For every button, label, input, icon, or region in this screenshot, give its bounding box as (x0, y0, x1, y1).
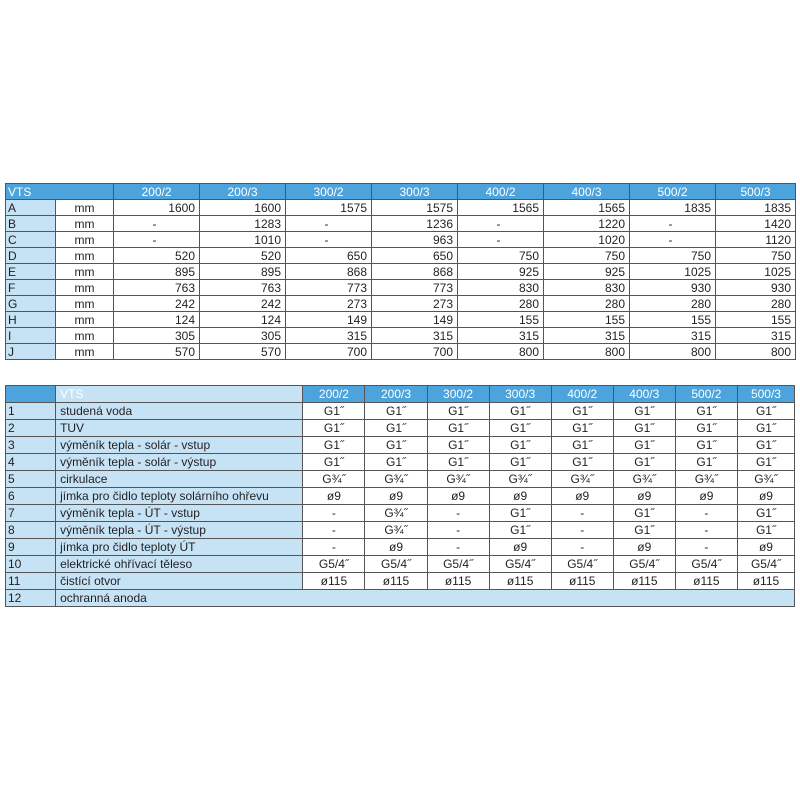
row-label: H (6, 312, 56, 328)
dimensions-table (5, 183, 796, 360)
table-cell: G1˝ (551, 454, 613, 471)
table-cell: 1600 (114, 200, 200, 216)
table-cell: 700 (286, 344, 372, 360)
table-cell: 305 (114, 328, 200, 344)
table-cell: - (286, 232, 372, 248)
table-cell: 650 (286, 248, 372, 264)
table-cell: 1565 (544, 200, 630, 216)
row-unit: mm (56, 200, 114, 216)
table-cell: 280 (630, 296, 716, 312)
table-cell: 800 (544, 344, 630, 360)
column-header: 400/3 (544, 184, 630, 200)
row-number: 11 (6, 573, 56, 590)
table-cell: G5/4˝ (303, 556, 365, 573)
table-cell: 773 (286, 280, 372, 296)
column-header: 300/2 (427, 386, 489, 403)
row-label: A (6, 200, 56, 216)
row-name: elektrické ohřívací těleso (56, 556, 303, 573)
table-cell: - (551, 539, 613, 556)
table-cell: 830 (544, 280, 630, 296)
table-cell: ø115 (365, 573, 427, 590)
table-cell: G1˝ (675, 420, 737, 437)
table-cell: 280 (458, 296, 544, 312)
table-row (6, 248, 796, 264)
table-cell: 273 (286, 296, 372, 312)
table-cell: G1˝ (427, 420, 489, 437)
table-cell: - (427, 539, 489, 556)
table-cell: G1˝ (737, 454, 794, 471)
table-cell: 763 (200, 280, 286, 296)
table-cell: G¾˝ (427, 471, 489, 488)
table-row (6, 264, 796, 280)
table-cell: 930 (630, 280, 716, 296)
row-label: C (6, 232, 56, 248)
table-cell: G5/4˝ (737, 556, 794, 573)
row-name: jímka pro čidlo teploty ÚT (56, 539, 303, 556)
column-header: 300/2 (286, 184, 372, 200)
table-cell: 868 (372, 264, 458, 280)
table-cell: G1˝ (489, 437, 551, 454)
table-cell: - (286, 216, 372, 232)
connections-header-number (6, 386, 56, 403)
table-cell: - (427, 505, 489, 522)
column-header: 200/2 (303, 386, 365, 403)
row-number: 6 (6, 488, 56, 505)
table-cell: ø115 (489, 573, 551, 590)
row-number: 5 (6, 471, 56, 488)
table-cell: 800 (458, 344, 544, 360)
table-cell: G1˝ (427, 454, 489, 471)
table-cell: 1600 (200, 200, 286, 216)
table-cell: G1˝ (489, 420, 551, 437)
table-cell: 963 (372, 232, 458, 248)
connections-table (5, 385, 795, 607)
row-number: 3 (6, 437, 56, 454)
table-cell: G1˝ (489, 522, 551, 539)
column-header: 400/2 (458, 184, 544, 200)
table-cell: 315 (716, 328, 796, 344)
table-row (6, 590, 795, 607)
table-cell: 925 (458, 264, 544, 280)
dimensions-table-body (6, 184, 796, 360)
table-cell: G1˝ (303, 437, 365, 454)
table-cell: G5/4˝ (365, 556, 427, 573)
table-row (6, 437, 795, 454)
row-number: 4 (6, 454, 56, 471)
table-cell: G1˝ (365, 403, 427, 420)
table-row (6, 556, 795, 573)
table-cell: - (303, 505, 365, 522)
table-cell: 895 (200, 264, 286, 280)
table-cell: - (458, 232, 544, 248)
table-cell: - (630, 232, 716, 248)
column-header: 200/3 (365, 386, 427, 403)
table-cell: ø9 (551, 488, 613, 505)
row-name: výměník tepla - ÚT - výstup (56, 522, 303, 539)
row-name: cirkulace (56, 471, 303, 488)
row-name: výměník tepla - ÚT - vstup (56, 505, 303, 522)
table-cell: 124 (200, 312, 286, 328)
table-cell: G¾˝ (365, 505, 427, 522)
table-cell: 315 (372, 328, 458, 344)
table-cell: 1575 (286, 200, 372, 216)
table-cell: G1˝ (427, 437, 489, 454)
row-label: G (6, 296, 56, 312)
row-label: B (6, 216, 56, 232)
table-cell: ø115 (737, 573, 794, 590)
table-cell: G1˝ (365, 454, 427, 471)
column-header: 400/3 (613, 386, 675, 403)
table-cell: G1˝ (303, 403, 365, 420)
table-cell: ø9 (737, 539, 794, 556)
table-row (6, 403, 795, 420)
table-cell: G1˝ (737, 437, 794, 454)
table-cell: 868 (286, 264, 372, 280)
row-unit: mm (56, 296, 114, 312)
table-cell: - (551, 522, 613, 539)
table-cell: 1010 (200, 232, 286, 248)
row-name: výměník tepla - solár - vstup (56, 437, 303, 454)
table-cell: ø9 (675, 488, 737, 505)
table-cell: 895 (114, 264, 200, 280)
table-row (6, 312, 796, 328)
column-header: 300/3 (489, 386, 551, 403)
table-cell: ø115 (551, 573, 613, 590)
table-cell: 155 (458, 312, 544, 328)
column-header: 500/3 (716, 184, 796, 200)
table-row (6, 200, 796, 216)
row-unit: mm (56, 232, 114, 248)
table-cell: 149 (372, 312, 458, 328)
table-cell: 305 (200, 328, 286, 344)
table-cell: G1˝ (675, 437, 737, 454)
row-unit: mm (56, 312, 114, 328)
table-cell: - (675, 505, 737, 522)
table-cell: G¾˝ (675, 471, 737, 488)
row-label: E (6, 264, 56, 280)
table-cell: G1˝ (551, 403, 613, 420)
table-cell: G5/4˝ (427, 556, 489, 573)
table-row (6, 488, 795, 505)
table-cell: 773 (372, 280, 458, 296)
table-cell: G1˝ (613, 505, 675, 522)
table-cell: G1˝ (737, 522, 794, 539)
table-cell: 1575 (372, 200, 458, 216)
table-row (6, 344, 796, 360)
table-cell: ø115 (427, 573, 489, 590)
row-number: 10 (6, 556, 56, 573)
connections-table-body (6, 386, 795, 607)
table-cell: 570 (114, 344, 200, 360)
table-cell: 280 (716, 296, 796, 312)
table-cell: 1835 (630, 200, 716, 216)
table-cell: ø9 (613, 488, 675, 505)
table-cell: 1220 (544, 216, 630, 232)
table-cell: 1283 (200, 216, 286, 232)
table-cell: G¾˝ (303, 471, 365, 488)
row-name: ochranná anoda (56, 590, 795, 607)
table-cell: 800 (716, 344, 796, 360)
row-name: čistící otvor (56, 573, 303, 590)
table-cell: G1˝ (737, 505, 794, 522)
row-label: F (6, 280, 56, 296)
row-number: 12 (6, 590, 56, 607)
table-cell: G¾˝ (613, 471, 675, 488)
connections-header-label: VTS (56, 386, 303, 403)
table-row (6, 328, 796, 344)
table-cell: G¾˝ (551, 471, 613, 488)
table-cell: 750 (544, 248, 630, 264)
table-cell: G1˝ (489, 505, 551, 522)
table-cell: ø9 (613, 539, 675, 556)
table-cell: G¾˝ (365, 471, 427, 488)
table-cell: G1˝ (551, 420, 613, 437)
table-cell: ø9 (737, 488, 794, 505)
table-cell: 925 (544, 264, 630, 280)
table-cell: 750 (716, 248, 796, 264)
row-number: 9 (6, 539, 56, 556)
table-cell: 155 (630, 312, 716, 328)
table-cell: 155 (716, 312, 796, 328)
row-unit: mm (56, 264, 114, 280)
column-header: 500/2 (630, 184, 716, 200)
dimensions-header-label: VTS (6, 184, 114, 200)
table-row (6, 232, 796, 248)
table-cell: 1236 (372, 216, 458, 232)
table-cell: - (458, 216, 544, 232)
table-cell: 1120 (716, 232, 796, 248)
row-unit: mm (56, 280, 114, 296)
table-cell: - (114, 232, 200, 248)
table-cell: G1˝ (303, 454, 365, 471)
table-row (6, 216, 796, 232)
row-number: 2 (6, 420, 56, 437)
row-unit: mm (56, 328, 114, 344)
table-cell: 1025 (716, 264, 796, 280)
row-name: výměník tepla - solár - výstup (56, 454, 303, 471)
table-cell: - (114, 216, 200, 232)
table-row (6, 471, 795, 488)
table-cell: G5/4˝ (551, 556, 613, 573)
table-cell: 149 (286, 312, 372, 328)
dimensions-header-row (6, 184, 796, 200)
table-cell: ø115 (675, 573, 737, 590)
row-label: J (6, 344, 56, 360)
row-unit: mm (56, 248, 114, 264)
table-cell: 763 (114, 280, 200, 296)
table-cell: G¾˝ (737, 471, 794, 488)
table-cell: 750 (458, 248, 544, 264)
row-label: I (6, 328, 56, 344)
table-cell: G1˝ (303, 420, 365, 437)
table-cell: G1˝ (489, 403, 551, 420)
table-cell: 280 (544, 296, 630, 312)
table-cell: 1835 (716, 200, 796, 216)
table-cell: ø9 (489, 488, 551, 505)
table-cell: G¾˝ (365, 522, 427, 539)
table-cell: 242 (114, 296, 200, 312)
table-cell: 315 (458, 328, 544, 344)
table-cell: 1420 (716, 216, 796, 232)
table-cell: G¾˝ (489, 471, 551, 488)
table-cell: 242 (200, 296, 286, 312)
row-name: jímka pro čidlo teploty solárního ohřevu (56, 488, 303, 505)
table-cell: - (551, 505, 613, 522)
table-cell: 1025 (630, 264, 716, 280)
table-cell: 520 (200, 248, 286, 264)
column-header: 200/2 (114, 184, 200, 200)
table-cell: 650 (372, 248, 458, 264)
column-header: 500/2 (675, 386, 737, 403)
row-number: 8 (6, 522, 56, 539)
row-unit: mm (56, 216, 114, 232)
row-label: D (6, 248, 56, 264)
table-row (6, 280, 796, 296)
table-cell: G1˝ (613, 522, 675, 539)
table-cell: ø9 (427, 488, 489, 505)
table-cell: G5/4˝ (489, 556, 551, 573)
table-cell: G5/4˝ (613, 556, 675, 573)
table-cell: G1˝ (737, 420, 794, 437)
connections-header-row (6, 386, 795, 403)
table-row (6, 420, 795, 437)
table-cell: 1565 (458, 200, 544, 216)
table-cell: 750 (630, 248, 716, 264)
table-cell: - (675, 539, 737, 556)
table-cell: 520 (114, 248, 200, 264)
table-cell: G1˝ (613, 403, 675, 420)
table-row (6, 454, 795, 471)
table-cell: G1˝ (675, 403, 737, 420)
row-unit: mm (56, 344, 114, 360)
table-cell: 930 (716, 280, 796, 296)
column-header: 400/2 (551, 386, 613, 403)
table-cell: 315 (544, 328, 630, 344)
table-cell: G1˝ (613, 454, 675, 471)
table-cell: 1020 (544, 232, 630, 248)
table-cell: 830 (458, 280, 544, 296)
table-row (6, 296, 796, 312)
table-cell: G5/4˝ (675, 556, 737, 573)
table-cell: G1˝ (613, 420, 675, 437)
table-row (6, 522, 795, 539)
table-cell: G1˝ (613, 437, 675, 454)
table-cell: ø115 (303, 573, 365, 590)
table-cell: G1˝ (551, 437, 613, 454)
table-cell: G1˝ (365, 420, 427, 437)
table-cell: 273 (372, 296, 458, 312)
table-row (6, 505, 795, 522)
table-cell: ø9 (489, 539, 551, 556)
table-cell: 155 (544, 312, 630, 328)
table-cell: ø115 (613, 573, 675, 590)
table-row (6, 573, 795, 590)
column-header: 300/3 (372, 184, 458, 200)
table-cell: - (303, 522, 365, 539)
table-cell: G1˝ (737, 403, 794, 420)
table-cell: ø9 (303, 488, 365, 505)
table-cell: - (675, 522, 737, 539)
table-cell: 570 (200, 344, 286, 360)
column-header: 500/3 (737, 386, 794, 403)
table-cell: G1˝ (675, 454, 737, 471)
table-cell: 700 (372, 344, 458, 360)
table-cell: ø9 (365, 488, 427, 505)
table-cell: 800 (630, 344, 716, 360)
row-number: 1 (6, 403, 56, 420)
table-cell: G1˝ (365, 437, 427, 454)
table-cell: - (427, 522, 489, 539)
table-row (6, 539, 795, 556)
row-name: TUV (56, 420, 303, 437)
table-cell: ø9 (365, 539, 427, 556)
table-cell: 124 (114, 312, 200, 328)
table-cell: 315 (630, 328, 716, 344)
table-cell: 315 (286, 328, 372, 344)
table-cell: - (303, 539, 365, 556)
row-name: studená voda (56, 403, 303, 420)
row-number: 7 (6, 505, 56, 522)
table-cell: G1˝ (427, 403, 489, 420)
table-cell: G1˝ (489, 454, 551, 471)
table-cell: - (630, 216, 716, 232)
column-header: 200/3 (200, 184, 286, 200)
